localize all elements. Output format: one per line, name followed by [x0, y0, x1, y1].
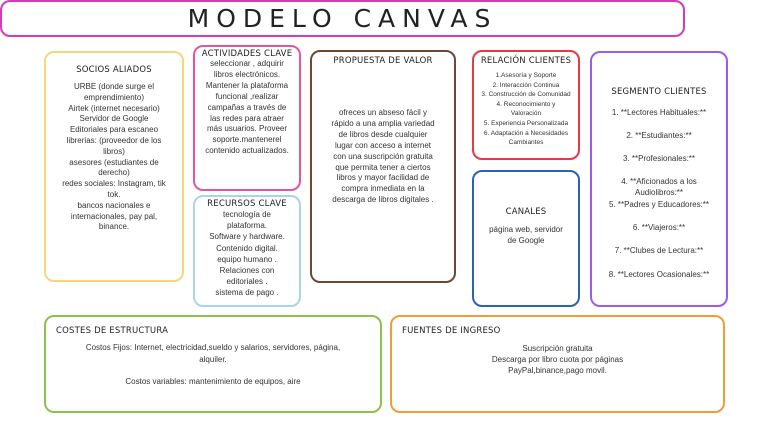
segmento-clientes-header: SEGMENTO CLIENTES: [611, 87, 707, 97]
line: 2. Interacción Continua: [492, 81, 560, 89]
list-item: 8. **Lectores Ocasionales:**: [608, 270, 710, 279]
line: Editoriales para escaneo: [69, 125, 159, 135]
line: sistema de pago .: [215, 288, 279, 298]
line: derecho): [98, 168, 130, 178]
line: contenido actualizados.: [205, 146, 289, 156]
segmento-clientes-card: [590, 51, 728, 307]
propuesta-valor-text: [312, 108, 454, 206]
line: plataforma.: [226, 221, 268, 231]
line: tok.: [107, 189, 121, 199]
line: ofreces un abseso fácil y: [338, 108, 428, 117]
line: Contenido digital.: [216, 243, 278, 253]
socios-aliados-card: [44, 51, 184, 282]
costes-estructura-card: [44, 315, 382, 413]
actividades-clave-text: [195, 59, 299, 157]
line: Suscripción gratuita: [522, 344, 593, 353]
list-item: Audiolibros:**: [634, 188, 684, 197]
list-item: 7. **Clubes de Lectura:**: [614, 246, 704, 255]
line: Valoración: [510, 110, 542, 118]
line: descarga de libros digitales .: [332, 195, 434, 205]
line: asesores (estudiantes de: [69, 157, 159, 167]
line: compra inmediata en la: [341, 184, 425, 194]
fuentes-ingreso-card: [390, 315, 725, 413]
line: bancos nacionales e: [77, 200, 151, 210]
line: Airtek (internet necesario): [68, 103, 160, 113]
line: de libros desde cualquier: [338, 129, 428, 139]
propuesta-valor-header: PROPUESTA DE VALOR: [333, 56, 433, 66]
line: 5. Experiencia Personalizada: [483, 119, 569, 127]
line: tecnología de: [222, 210, 272, 219]
page-title: MODELO CANVAS: [187, 4, 498, 33]
fuentes-ingreso-text: [392, 343, 723, 376]
list-item: 1. **Lectores Habituales:**: [611, 108, 707, 117]
line: PayPal,binance,pago movil.: [508, 366, 607, 375]
line: Costos variables: mantenimiento de equipos, aire: [125, 377, 301, 386]
line: las redes para atraer: [210, 113, 284, 123]
list-item: 5. **Padres y Educadores:**: [608, 200, 710, 209]
relacion-clientes-header: RELACIÓN CLIENTES: [480, 56, 572, 66]
list-item: 4. **Aficionados a los: [621, 177, 697, 186]
line: página web, servidor: [489, 225, 563, 234]
canales-header: CANALES: [505, 207, 547, 217]
line: que permita tener a ciertos: [335, 162, 431, 172]
line: Cambiantes: [508, 139, 544, 147]
socios-aliados-text: [46, 82, 182, 233]
line: internacionales, pay pal,: [70, 211, 158, 221]
line: Relaciones con: [219, 266, 275, 276]
fuentes-ingreso-header: FUENTES DE INGRESO: [402, 326, 501, 336]
costes-estructura-text: [46, 342, 380, 388]
line: 3. Construcción de Comunidad: [481, 91, 571, 99]
line: Costos Fijos: Internet, electricidad,sueldo y salarios, servidores, página,: [85, 343, 341, 352]
line: binance.: [98, 222, 130, 232]
line: 4. Reconocimiento y: [496, 100, 556, 108]
line: Servidor de Google: [79, 114, 149, 124]
list-item: 2. **Estudiantes:**: [626, 131, 692, 140]
actividades-clave-card: [193, 45, 301, 191]
line: de Google: [507, 236, 545, 245]
line: Software y hardware.: [209, 232, 285, 242]
line: URBE (donde surge el: [73, 82, 155, 91]
line: libros y mayor facilidad de: [336, 173, 430, 183]
canales-card: [472, 170, 580, 307]
relacion-clientes-text: [474, 71, 578, 148]
line: equipo humano .: [217, 254, 277, 264]
line: más usuarios. Proveer: [206, 124, 288, 134]
line: libros): [103, 146, 125, 156]
line: seleccionar , adquirir: [210, 59, 284, 68]
actividades-clave-header: ACTIVIDADES CLAVE: [201, 49, 293, 59]
propuesta-valor-card: [310, 50, 456, 283]
list-item: 3. **Profesionales:**: [622, 154, 696, 163]
line: 1.Asesoría y Soporte: [495, 72, 557, 79]
line: redes sociales: Instagram, tik: [62, 179, 166, 189]
recursos-clave-header: RECURSOS CLAVE: [207, 199, 287, 209]
recursos-clave-card: [193, 195, 301, 307]
socios-aliados-header: SOCIOS ALIADOS: [76, 65, 152, 75]
list-item: 6. **Viajeros:**: [632, 223, 686, 232]
line: editoriales .: [226, 277, 268, 287]
canales-text: [474, 224, 578, 246]
line: Mantener la plataforma: [205, 80, 289, 90]
relacion-clientes-card: [472, 50, 580, 160]
line: lugar con acceso a internet: [334, 140, 432, 150]
line: con una suscripción gratuita: [333, 151, 433, 161]
line: campañas a través de: [207, 102, 287, 112]
line: soporte.mantenerel: [212, 135, 282, 145]
recursos-clave-text: [195, 209, 299, 299]
line: emprendimiento): [83, 92, 145, 102]
title-banner: [0, 0, 685, 37]
line: rápido a una amplia variedad: [331, 118, 435, 128]
line: alquiler.: [199, 354, 227, 364]
line: 6. Adaptación a Necesidades: [483, 129, 569, 137]
line: libros electrónicos.: [213, 69, 281, 79]
line: librerias: (proveedor de los: [66, 135, 162, 145]
costes-estructura-header: COSTES DE ESTRUCTURA: [56, 326, 169, 336]
line: Descarga por libro cuota por páginas: [491, 355, 624, 364]
line: funcional ,realizar: [215, 91, 279, 101]
